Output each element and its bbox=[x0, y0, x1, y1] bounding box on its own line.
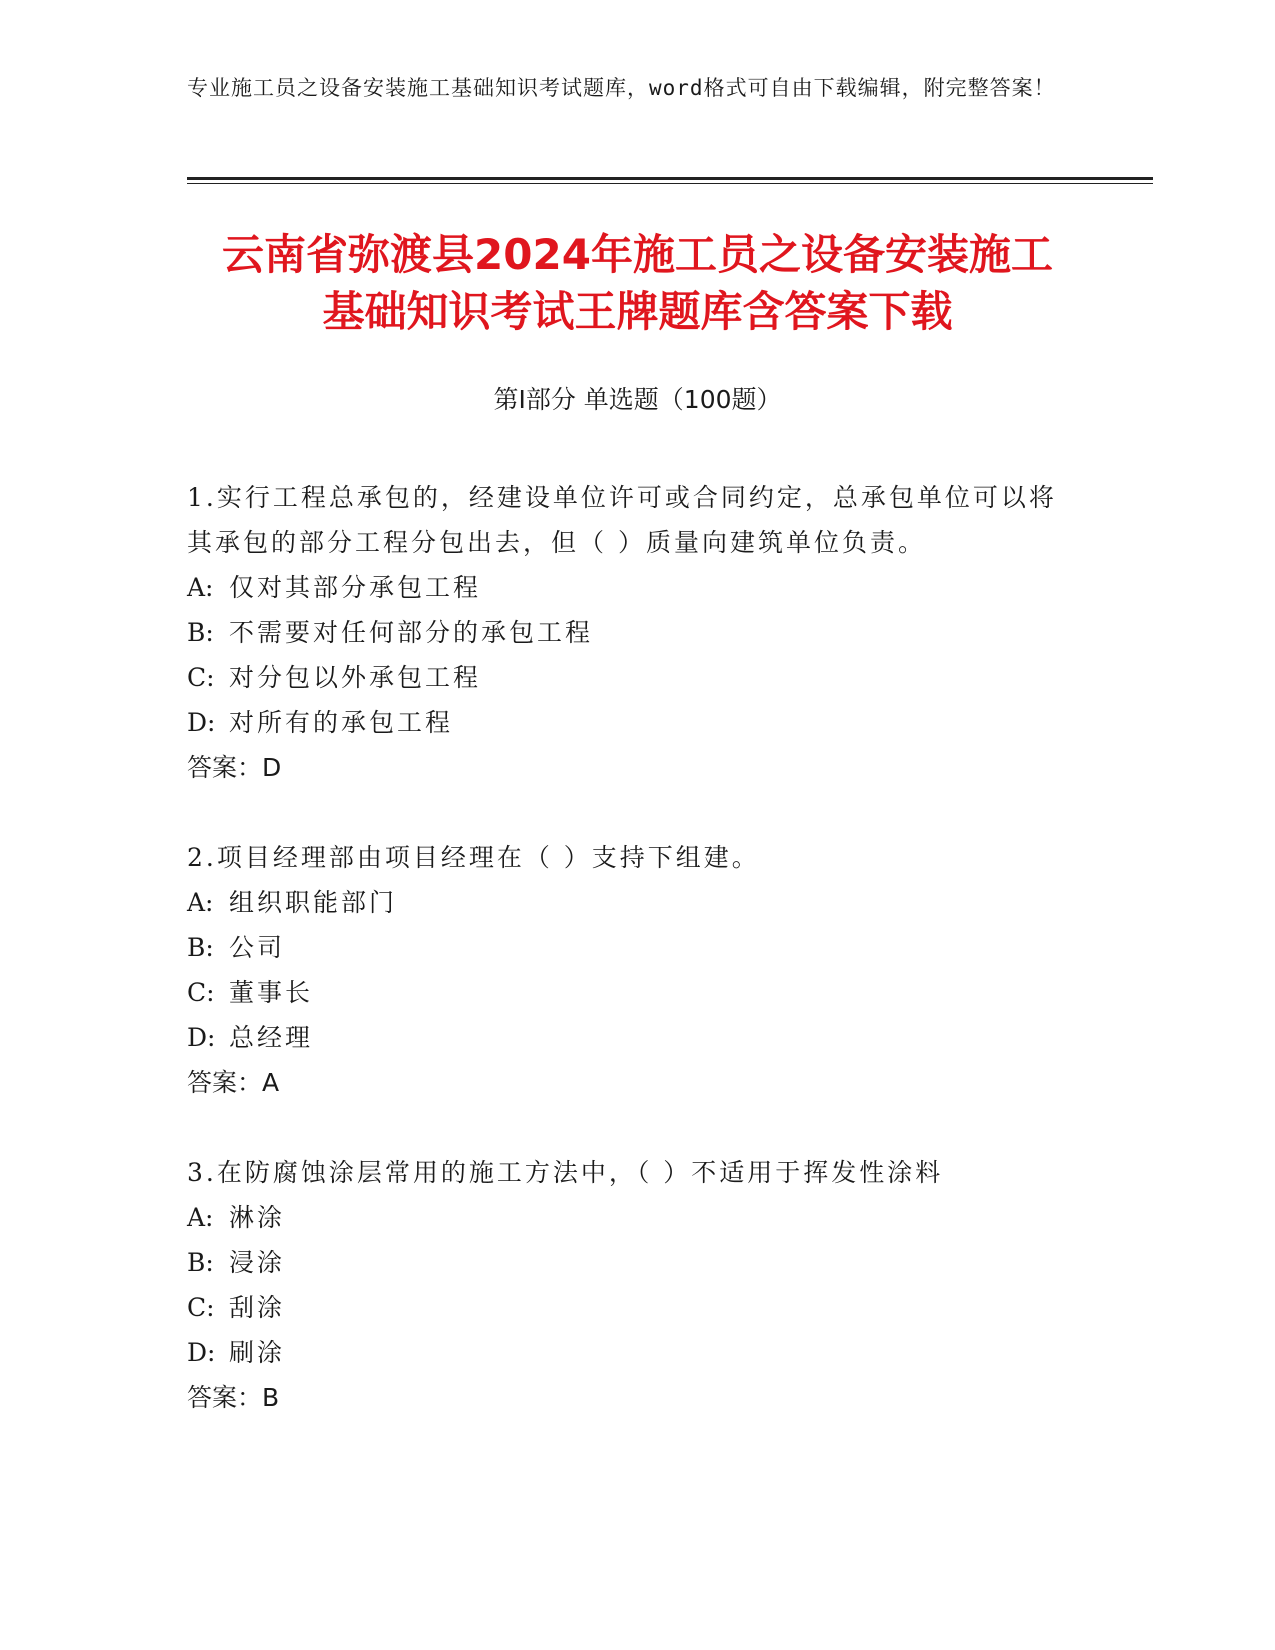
option-letter: A: bbox=[187, 888, 214, 917]
option-a bbox=[187, 565, 1067, 610]
question-list bbox=[187, 475, 1067, 1465]
option-letter: C: bbox=[187, 1293, 215, 1322]
document-title-line-1: 云南省弥渡县2024年施工员之设备安装施工 bbox=[222, 230, 1053, 279]
question-3 bbox=[187, 1150, 1067, 1420]
option-text: 对分包以外承包工程 bbox=[229, 663, 482, 692]
option-d bbox=[187, 1015, 1067, 1060]
option-text: 浸涂 bbox=[229, 1248, 286, 1277]
option-c bbox=[187, 1285, 1067, 1330]
option-text: 刮涂 bbox=[229, 1293, 286, 1322]
option-c bbox=[187, 655, 1067, 700]
answer-line: 答案：B bbox=[187, 1383, 280, 1412]
option-text: 公司 bbox=[229, 933, 286, 962]
option-b bbox=[187, 610, 1067, 655]
option-d bbox=[187, 700, 1067, 745]
answer-line: 答案：D bbox=[187, 753, 282, 782]
option-letter: A: bbox=[187, 1203, 214, 1232]
option-b bbox=[187, 1240, 1067, 1285]
question-2 bbox=[187, 835, 1067, 1105]
option-text: 组织职能部门 bbox=[229, 888, 398, 917]
header-divider-thin bbox=[187, 183, 1153, 184]
section-heading: 第Ⅰ部分 单选题（100题） bbox=[493, 385, 782, 414]
option-text: 仅对其部分承包工程 bbox=[229, 573, 482, 602]
question-text: 3.在防腐蚀涂层常用的施工方法中，（ ）不适用于挥发性涂料 bbox=[187, 1158, 944, 1187]
answer-line: 答案：A bbox=[187, 1068, 280, 1097]
option-letter: C: bbox=[187, 663, 215, 692]
header-note: 专业施工员之设备安装施工基础知识考试题库，word格式可自由下载编辑，附完整答案！ bbox=[187, 76, 1056, 100]
option-text: 淋涂 bbox=[229, 1203, 286, 1232]
option-text: 刷涂 bbox=[229, 1338, 286, 1367]
option-text: 总经理 bbox=[229, 1023, 314, 1052]
option-letter: B: bbox=[187, 1248, 214, 1277]
option-letter: D: bbox=[187, 1338, 216, 1367]
option-letter: B: bbox=[187, 618, 214, 647]
option-letter: B: bbox=[187, 933, 214, 962]
option-text: 对所有的承包工程 bbox=[229, 708, 454, 737]
option-text: 董事长 bbox=[229, 978, 314, 1007]
question-1 bbox=[187, 475, 1067, 790]
question-text: 2.项目经理部由项目经理在（ ）支持下组建。 bbox=[187, 843, 760, 872]
option-d bbox=[187, 1330, 1067, 1375]
option-a bbox=[187, 1195, 1067, 1240]
option-a bbox=[187, 880, 1067, 925]
header-divider-thick bbox=[187, 177, 1153, 180]
document-title bbox=[150, 226, 1125, 340]
document-title-line-2: 基础知识考试王牌题库含答案下载 bbox=[322, 287, 953, 336]
option-letter: D: bbox=[187, 708, 216, 737]
option-c bbox=[187, 970, 1067, 1015]
question-text: 1.实行工程总承包的，经建设单位许可或合同约定，总承包单位可以将其承包的部分工程分包出去，但（ ）质量向建筑单位负责。 bbox=[187, 483, 1057, 557]
option-letter: D: bbox=[187, 1023, 216, 1052]
option-text: 不需要对任何部分的承包工程 bbox=[229, 618, 594, 647]
option-letter: A: bbox=[187, 573, 214, 602]
option-letter: C: bbox=[187, 978, 215, 1007]
option-b bbox=[187, 925, 1067, 970]
